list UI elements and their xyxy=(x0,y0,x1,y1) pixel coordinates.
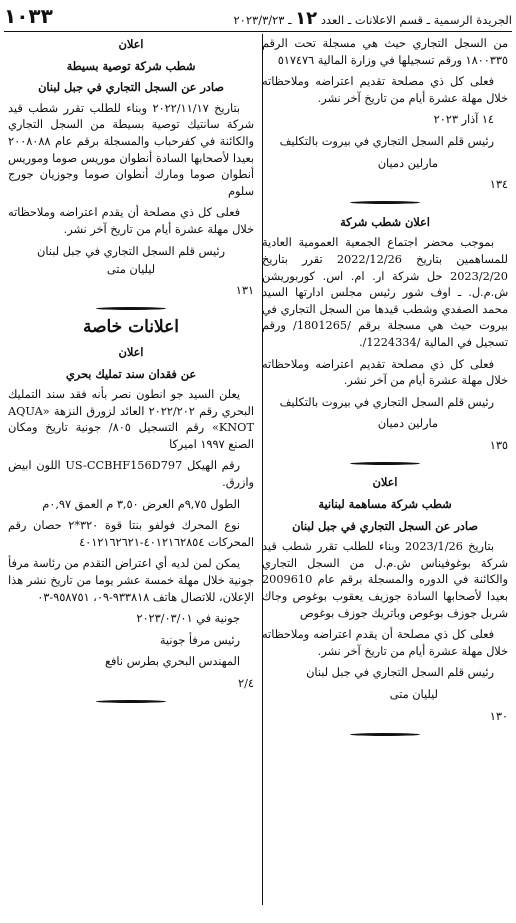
header-title-prefix: الجريدة الرسمية ـ قسم الاعلانات ـ العدد xyxy=(320,13,512,27)
notice-heading: اعلان شطب شركة xyxy=(340,214,430,229)
notice-title: شطب شركة توصية بسيطة xyxy=(66,58,196,73)
notice-number: ١٣٠ xyxy=(489,709,508,723)
signer-title: رئيس قلم السجل التجاري في جبل لبنان xyxy=(37,244,225,258)
notice-text: بتاريخ ٢٠٢٢/١١/١٧ وبناء للطلب تقرر شطب قيد شركة سانتيك توصية بسيطة من السجل التجاري والكائنة في كفرحباب والمسجلة برقم عام ٢٠٠٨٠٨٨ بعيدا لأصحابها السادة أنطوان موريس صوما وموريس أنطوان صوما ومارك أنطوان صوما وجوزيان جورج سلوم xyxy=(8,101,254,198)
notice-number: ١٣٤ xyxy=(489,178,508,192)
notice-subtitle: صادر عن السجل التجاري في جبل لبنان xyxy=(38,80,224,95)
page-number: ١٠٣٣ xyxy=(4,4,53,28)
section-divider xyxy=(262,198,508,208)
notice-number: ١٣١ xyxy=(235,283,254,297)
notice-title: شطب شركة مساهمة لبنانية xyxy=(318,497,452,512)
signer-name: ليليان متى xyxy=(106,263,156,277)
notice-number: ١٣٥ xyxy=(489,438,508,452)
notice-number: ٢/٤ xyxy=(238,677,254,690)
section-divider xyxy=(8,303,254,313)
signer-name: مارلين دميان xyxy=(377,417,438,431)
notice-subtitle: صادر عن السجل التجاري في جبل لبنان xyxy=(292,518,478,533)
issue-number: ١٢ xyxy=(295,8,318,29)
notice-label: اعلان xyxy=(118,344,144,359)
boat-dimensions: الطول ٩,٧٥م العرض ٣,٥٠ م العمق ٠,٩٧م xyxy=(42,497,240,511)
objection-text: يمكن لمن لديه أي اعتراض التقدم من رئاسة مرفأ جونية خلال مهلة خمسة عشر يوما من تاريخ نشر هذا الإعلان، للاتصال هاتف ٩٣٣٨١٨-٠٩، ٩٥٨٧٥١-٠٣ xyxy=(8,557,254,604)
objection-text: فعلى كل ذي مصلحة أن يقدم اعتراضه وملاحظاته خلال مهلة عشرة أيام من تاريخ آخر نشر. xyxy=(262,628,508,658)
objection-text: فعلى كل ذي مصلحة أن يقدم اعتراضه وملاحظاته خلال مهلة عشرة أيام من تاريخ آخر نشر. xyxy=(8,206,254,236)
signer-title: رئيس قلم السجل التجاري في بيروت بالتكليف xyxy=(279,134,494,148)
section-title: اعلانات خاصة xyxy=(82,317,180,338)
notice-text: من السجل التجاري حيث هي مسجلة تحت الرقم ١٨٠٠٣٣٥ ورقم تسجيلها في وزارة المالية ٥١٧٤٧٦ xyxy=(262,37,508,67)
signer-name: المهندس البحري بطرس نافع xyxy=(104,655,240,669)
notice-date: ١٤ آذار ٢٠٢٣ xyxy=(433,113,494,127)
notice-title: عن فقدان سند تمليك بحري xyxy=(65,366,197,381)
objection-text: فعلى كل ذي مصلحة تقديم اعتراضه وملاحظاته خلال مهلة عشرة أيام من آخر نشر. xyxy=(262,357,508,388)
header-title xyxy=(233,8,512,29)
notice-label: اعلان xyxy=(372,475,398,490)
signer-name: مارلين دميان xyxy=(377,156,438,170)
header-date: ـ ٢٠٢٣/٣/٢٣ xyxy=(233,13,292,27)
section-divider xyxy=(262,458,508,468)
page-header xyxy=(4,4,512,30)
notice-text: بموجب محضر اجتماع الجمعية العمومية العادية للمساهمين بتاريخ 2022/12/26 تقرر بتاريخ 2023/2/20 حل شركة ار. ام. اس. كوربوريشن ش.م.ل. ـ اوف شور رئيس مجلس ادارتها السيد محمد الصفدي وشطب قيدها من السجل التجاري في بيروت حيث هي مسجلة برقم /1801265/ ورقم تسجيل في المالية /1224334/. xyxy=(262,236,508,349)
notice-text: يعلن السيد جو انطون نصر بأنه فقد سند التمليك البحري رقم ٢٠٢٢/٢٠٢ العائد لزورق النزهة «AQUA KNOT» رقم التسجيل ٨٠٥/ جونية تاريخ ومكان الصنع ١٩٩٧ اميركا xyxy=(8,388,254,451)
signer-title: رئيس قلم السجل التجاري في بيروت بالتكليف xyxy=(279,395,494,409)
signer-title: رئيس مرفأ جونية xyxy=(159,633,240,647)
section-divider xyxy=(8,697,254,707)
notice-text: بتاريخ 2023/1/26 وبناء للطلب تقرر شطب قيد شركة بوغوفيناس ش.م.ل من السجل التجاري والكائنة في الدوره والمسجلة برقم عام 2009610 بعيدا لأصحابها السادة جوزيف يعقوب بوغوص وجاك شربل جوزف بوغوص وباتريك جوزف بوغوص xyxy=(262,540,508,620)
signer-title: رئيس قلم السجل التجاري في جبل لبنان xyxy=(306,666,494,680)
objection-text: فعلى كل ذي مصلحة تقديم اعتراضه وملاحظاته خلال مهلة عشرة أيام من تاريخ آخر نشر. xyxy=(262,75,508,105)
engine-details: نوع المحرك فولفو بنتا قوة ٣٢٠*٢ حصان رقم المحركات ٤٠١٢١٦٢٨٥٤-٤٠١٢١٦٢٦٢١ xyxy=(8,519,254,549)
header-rule xyxy=(4,31,512,32)
section-divider xyxy=(262,729,508,739)
signer-name: ليليان متى xyxy=(389,688,438,701)
right-column xyxy=(262,36,508,745)
hull-number: رقم الهيكل US-CCBHF156D797 اللون ابيض وازرق. xyxy=(8,459,254,490)
notice-label: اعلان xyxy=(118,37,144,51)
notice-date: جونية في ٢٠٢٣/٠٣/٠١ xyxy=(136,612,240,626)
left-column xyxy=(8,36,254,713)
